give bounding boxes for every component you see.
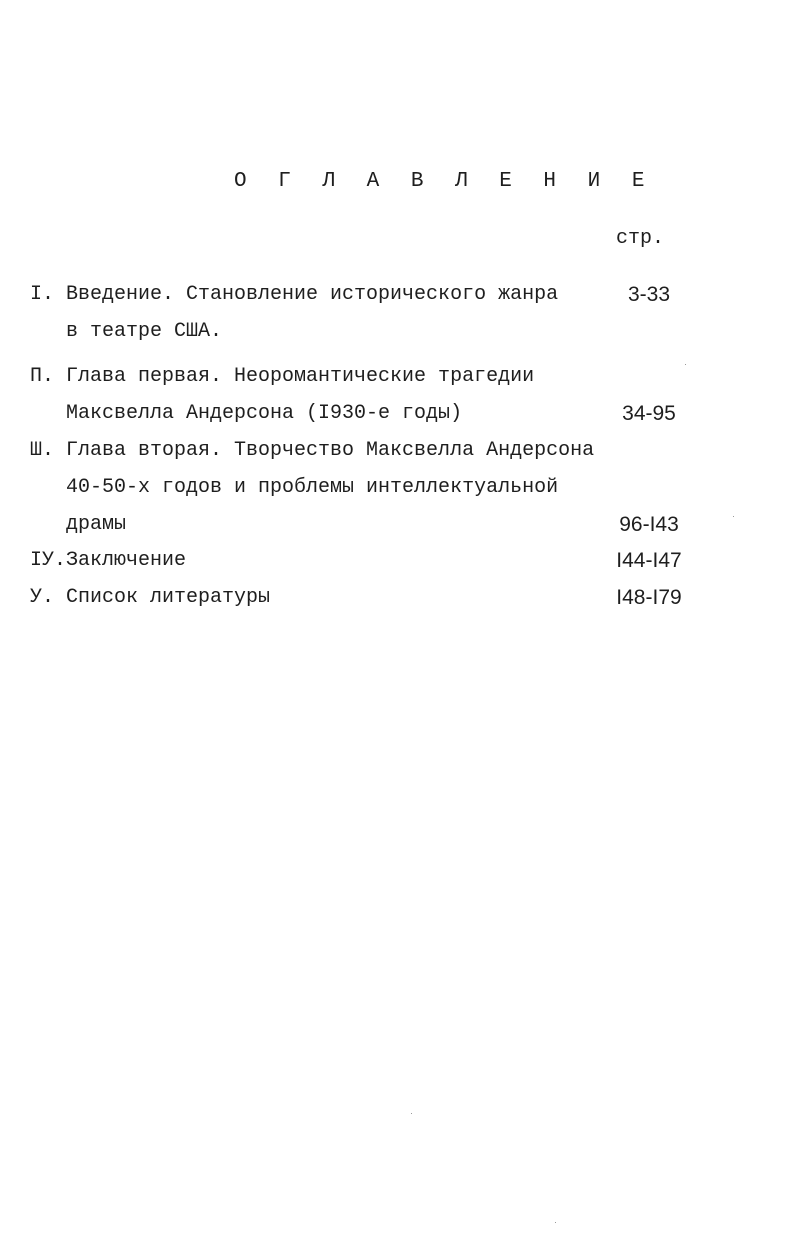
toc-entry-text: 40-50-х годов и проблемы интеллектуальной [66,476,559,499]
page-column-label: стр. [616,227,665,250]
toc-entry-number: Ш. [30,439,55,462]
page-title: О Г Л А В Л Е Н И Е [234,170,654,193]
toc-entry-pages: I44-I47 [616,549,682,572]
scan-speck [685,364,686,365]
toc-entry-number: IУ. [30,549,67,572]
toc-entry-number: I. [30,283,55,306]
toc-entry-number: У. [30,586,55,609]
toc-entry-pages: 96-I43 [619,513,679,536]
toc-entry-text: драмы [66,513,127,536]
scan-speck [733,516,734,517]
toc-entry-text: Глава вторая. Творчество Максвелла Андерсона [66,439,595,462]
scan-speck [411,1113,412,1114]
toc-entry-text: Максвелла Андерсона (I930-е годы) [66,402,463,425]
toc-entry-text: в театре США. [66,320,223,343]
toc-entry-text: Глава первая. Неоромантические трагедии [66,365,535,388]
toc-entry-pages: I48-I79 [616,586,682,609]
toc-entry-pages: 3-33 [627,283,671,306]
toc-entry-pages: 34-95 [622,402,676,425]
toc-entry-text: Введение. Становление исторического жанра [66,283,559,306]
scan-speck [555,1222,556,1223]
toc-entry-text: Список литературы [66,586,271,609]
toc-entry-number: П. [30,365,55,388]
toc-entry-text: Заключение [66,549,187,572]
